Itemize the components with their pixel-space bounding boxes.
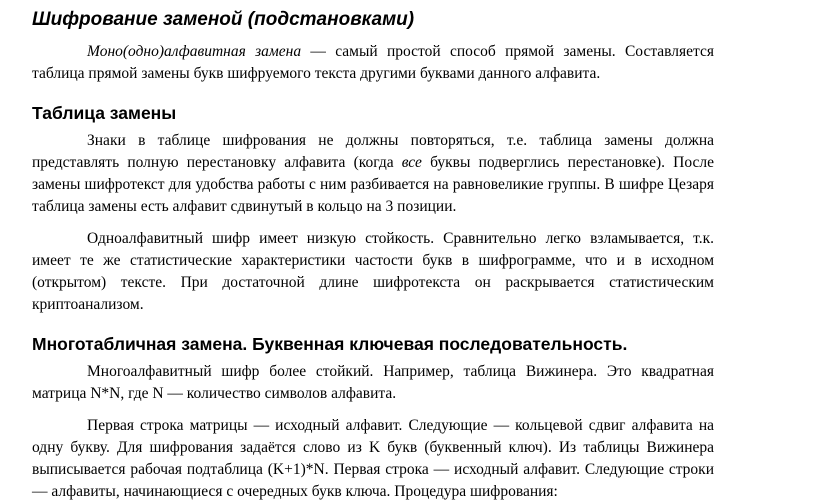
section-title-substitution: Шифрование заменой (подстановками) <box>32 9 415 30</box>
paragraph-vigenere-procedure: Первая строка матрицы — исходный алфавит. Следующие — кольцевой сдвиг алфавита на одну букву. Для шифрования задаётся слово из K букв (буквенный ключ). Из таблицы Вижинера выписывается рабочая подтаблица (K+1)*N. Первая строка — исходный алфавит. Следующие строки — алфавиты, начинающиеся с очередных букв ключа. Процедура шифрования: <box>32 417 714 500</box>
term-monoalphabetic: Моно(одно)алфавитная замена <box>87 43 302 60</box>
section-title-substitution-table: Таблица замены <box>32 103 177 123</box>
document-page <box>32 8 714 503</box>
paragraph-monoalphabetic <box>32 41 714 85</box>
paragraph-weakness: Одноалфавитный шифр имеет низкую стойкость. Сравнительно легко взламывается, т.к. имеет те же статистические характеристики частости букв в шифрограмме, что и в исходном (открытом) тексте. При достаточной длине шифротекста он раскрывается статистическим криптоанализом. <box>32 230 714 313</box>
section-title-polyalphabetic: Многотабличная замена. Буквенная ключевая последовательность. <box>32 334 628 354</box>
paragraph-table-rules-part-a: Знаки в таблице шифрования не должны повторяться, т.е. таблица замены должна представлять полную перестановку алфавита (когда <box>32 132 714 171</box>
paragraph-table-rules <box>32 130 714 218</box>
paragraph-table-rules-part-b: буквы подверглись перестановке). После замены шифротекст для удобства работы с ним разбивается на равновеликие группы. В шифре Цезаря таблица замены есть алфавит сдвинутый в кольцо на 3 позиции. <box>32 154 714 215</box>
emphasis-all: все <box>401 154 422 171</box>
paragraph-monoalphabetic-text: — самый простой способ прямой замены. Составляется таблица прямой замены букв шифруемого текста другими буквами данного алфавита. <box>32 43 714 82</box>
paragraph-vigenere-intro: Многоалфавитный шифр более стойкий. Например, таблица Вижинера. Это квадратная матрица N*N, где N — количество символов алфавита. <box>32 363 714 402</box>
